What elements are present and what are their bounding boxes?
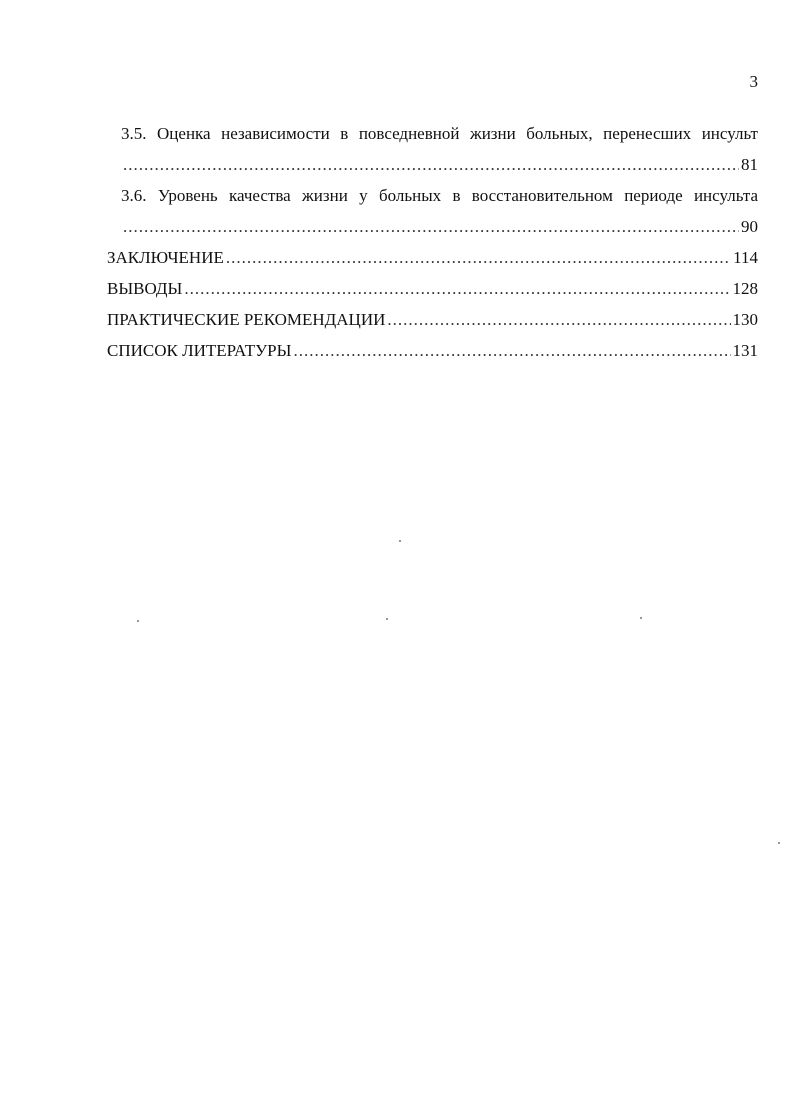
toc-entry-page: 81 bbox=[741, 155, 758, 174]
toc-entry-page: 90 bbox=[741, 217, 758, 236]
toc-entry-recommendations[interactable] bbox=[107, 304, 758, 335]
dot-leader bbox=[293, 335, 730, 366]
scan-speck bbox=[778, 842, 780, 844]
dot-leader bbox=[226, 242, 731, 273]
toc-entry-leader-line bbox=[121, 149, 758, 180]
dot-leader bbox=[123, 149, 739, 180]
scan-speck bbox=[399, 540, 401, 542]
toc-entry-findings[interactable] bbox=[107, 273, 758, 304]
toc-entry-title: 3.6. Уровень качества жизни у больных в восстановительном периоде инсульта bbox=[121, 186, 758, 205]
toc-entry-title: СПИСОК ЛИТЕРАТУРЫ bbox=[107, 341, 292, 360]
toc-entry-page: 130 bbox=[732, 310, 758, 329]
toc-entry-title: ЗАКЛЮЧЕНИЕ bbox=[107, 248, 224, 267]
toc-entry-title: 3.5. Оценка независимости в повседневной жизни больных, перенесших инсульт bbox=[121, 124, 758, 143]
scan-speck bbox=[386, 618, 388, 620]
toc-entry-page: 114 bbox=[733, 248, 758, 267]
scan-speck bbox=[640, 617, 642, 619]
dot-leader bbox=[184, 273, 730, 304]
page-number: 3 bbox=[749, 72, 758, 91]
toc-entry-title: ВЫВОДЫ bbox=[107, 279, 183, 298]
toc-entry-references[interactable] bbox=[107, 335, 758, 366]
toc-entry-3-6[interactable] bbox=[107, 180, 758, 242]
toc-entry-title: ПРАКТИЧЕСКИЕ РЕКОМЕНДАЦИИ bbox=[107, 310, 386, 329]
toc-entry-page: 128 bbox=[732, 279, 758, 298]
dot-leader bbox=[123, 211, 739, 242]
toc-entry-conclusion[interactable] bbox=[107, 242, 758, 273]
table-of-contents bbox=[107, 118, 758, 366]
toc-entry-page: 131 bbox=[732, 341, 758, 360]
toc-entry-3-5[interactable] bbox=[107, 118, 758, 180]
dot-leader bbox=[387, 304, 730, 335]
toc-entry-leader-line bbox=[121, 211, 758, 242]
scan-speck bbox=[137, 620, 139, 622]
